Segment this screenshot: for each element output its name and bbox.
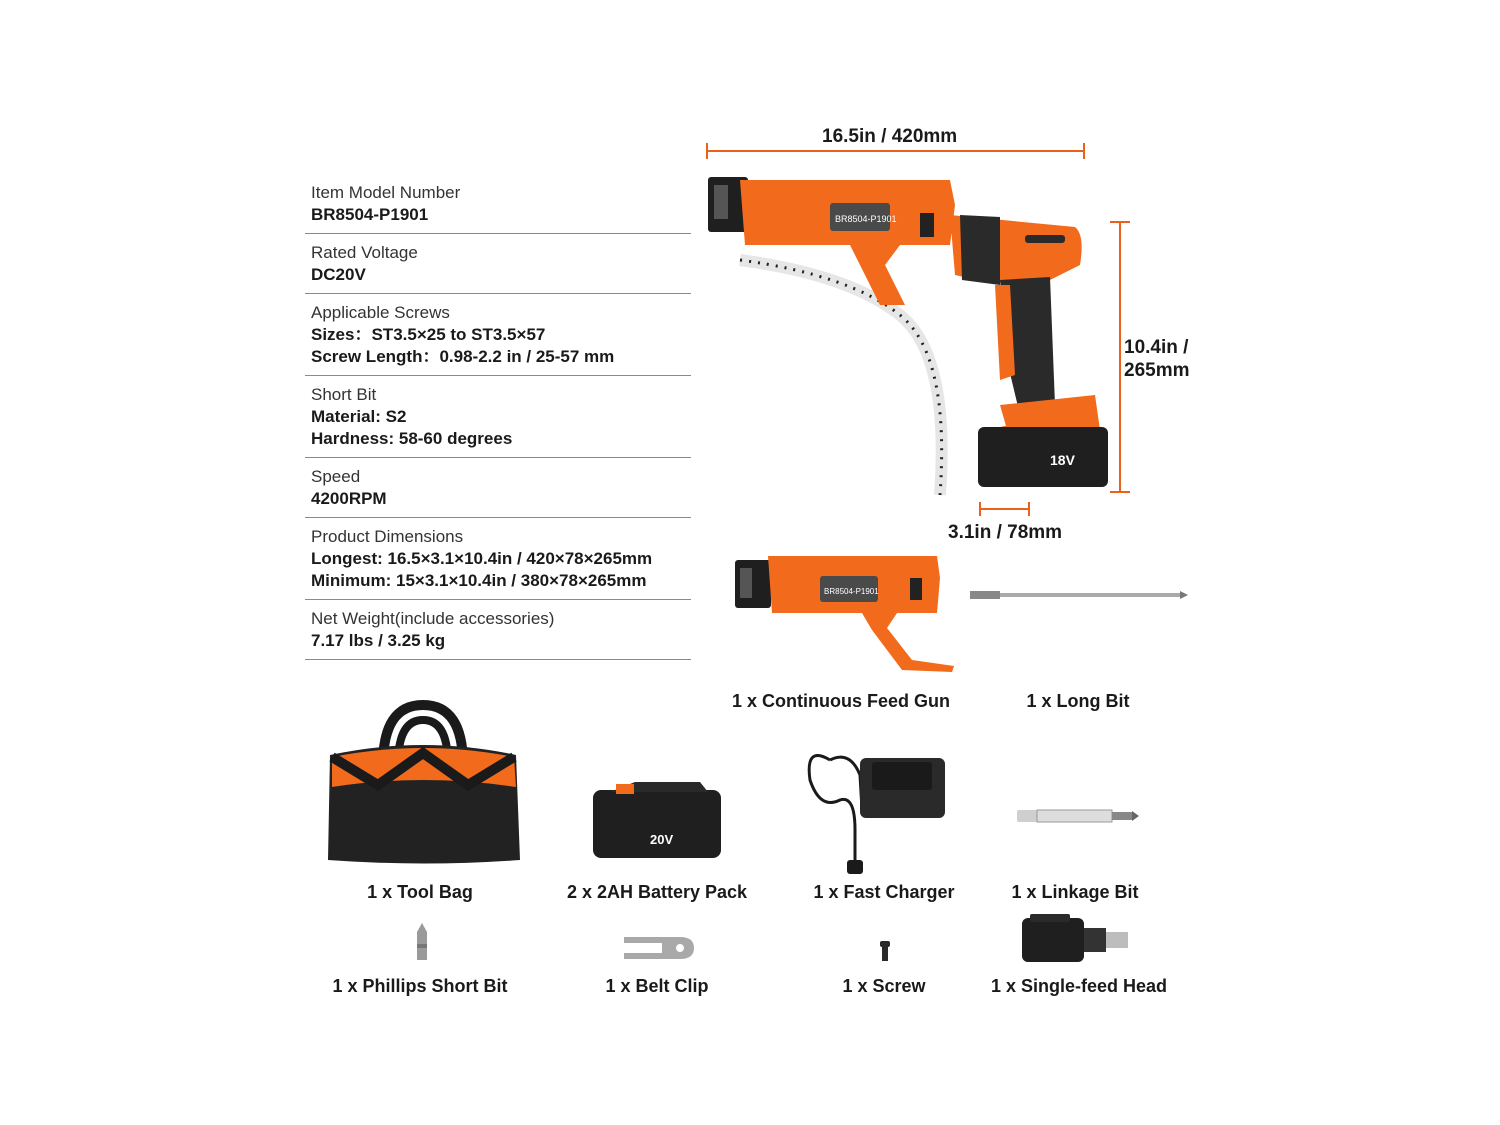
- belt-clip-image: [622, 933, 697, 963]
- screw-strip: [740, 260, 942, 495]
- battery-badge-text: 18V: [1050, 452, 1075, 468]
- spec-value: Sizes：ST3.5×25 to ST3.5×57: [311, 325, 546, 344]
- battery-pack-image: [590, 778, 725, 863]
- length-dimension-tick: [1083, 143, 1085, 159]
- caption-single-feed-head: 1 x Single-feed Head: [990, 976, 1168, 996]
- linkage-bit-image: [1015, 805, 1140, 827]
- caption-battery: 2 x 2AH Battery Pack: [566, 882, 748, 902]
- height-line2: 265mm: [1124, 360, 1190, 381]
- caption-charger: 1 x Fast Charger: [813, 882, 955, 902]
- spec-label: Applicable Screws: [311, 303, 450, 322]
- caption-belt-clip: 1 x Belt Clip: [605, 976, 709, 996]
- spec-value: Longest: 16.5×3.1×10.4in / 420×78×265mm: [311, 549, 653, 568]
- caption-linkage-bit: 1 x Linkage Bit: [1011, 882, 1139, 902]
- spec-label: Net Weight(include accessories): [311, 609, 555, 628]
- spec-label: Rated Voltage: [311, 243, 418, 262]
- spec-value: Minimum: 15×3.1×10.4in / 380×78×265mm: [311, 571, 647, 590]
- single-feed-head-image: [1018, 912, 1130, 968]
- screw-gun-image: [700, 165, 1120, 505]
- width-dimension-line: [980, 508, 1030, 510]
- caption-long-bit: 1 x Long Bit: [1026, 691, 1130, 711]
- caption-tool-bag: 1 x Tool Bag: [367, 882, 473, 902]
- spec-value: Material: S2: [311, 407, 407, 426]
- tool-bag-image: [318, 695, 528, 870]
- caption-screw: 1 x Screw: [842, 976, 926, 996]
- spec-table: [305, 174, 691, 660]
- feed-gun-model-text: BR8504-P1901: [824, 587, 879, 596]
- phillips-bit-image: [413, 922, 431, 962]
- spec-value: DC20V: [311, 265, 366, 284]
- width-dimension-label: 3.1in / 78mm: [948, 522, 1063, 543]
- spec-row-screws: [305, 294, 691, 376]
- charger-image: [800, 740, 950, 880]
- spec-label: Product Dimensions: [311, 527, 464, 546]
- spec-value: 4200RPM: [311, 489, 387, 508]
- spec-label: Item Model Number: [311, 183, 461, 202]
- spec-label: Short Bit: [311, 385, 377, 404]
- tool-model-text: BR8504-P1901: [835, 214, 897, 224]
- length-dimension-label: 16.5in / 420mm: [822, 126, 958, 147]
- spec-row-model: [305, 174, 691, 234]
- spec-row-voltage: [305, 234, 691, 294]
- spec-value: BR8504-P1901: [311, 205, 429, 224]
- caption-phillips-bit: 1 x Phillips Short Bit: [332, 976, 508, 996]
- spec-value: 7.17 lbs / 3.25 kg: [311, 631, 446, 650]
- spec-row-short-bit: [305, 376, 691, 458]
- length-dimension-line: [707, 150, 1085, 152]
- length-dimension-tick: [706, 143, 708, 159]
- spec-row-weight: [305, 600, 691, 660]
- long-bit-image: [968, 585, 1190, 605]
- screw-image: [878, 940, 892, 962]
- battery-pack-badge-text: 20V: [650, 832, 674, 847]
- height-dimension-label: [1124, 336, 1190, 382]
- spec-value: Hardness: 58-60 degrees: [311, 429, 513, 448]
- spec-row-speed: [305, 458, 691, 518]
- feed-gun-image: [732, 548, 957, 678]
- spec-label: Speed: [311, 467, 361, 486]
- spec-value: Screw Length：0.98-2.2 in / 25-57 mm: [311, 347, 615, 366]
- caption-feed-gun: 1 x Continuous Feed Gun: [731, 691, 951, 711]
- height-line1: 10.4in /: [1124, 337, 1189, 358]
- spec-row-dimensions: [305, 518, 691, 600]
